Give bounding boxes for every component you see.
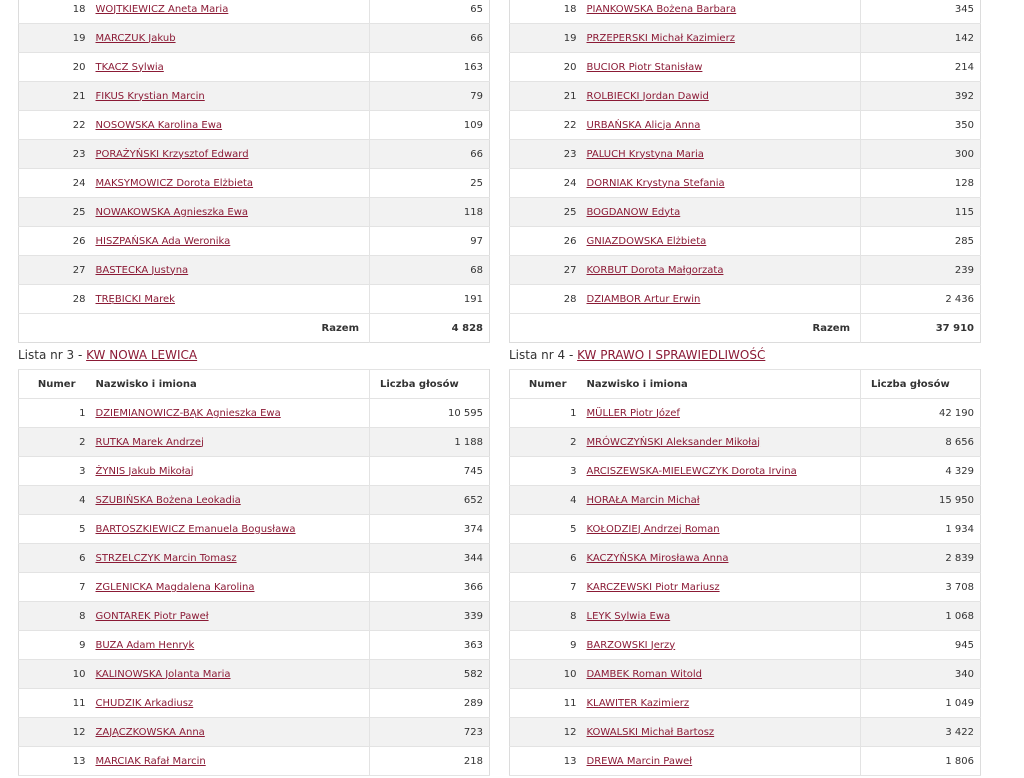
table-row [19,53,490,82]
header-number: Numer [19,370,94,399]
table-row [19,457,490,486]
candidate-name-cell [585,602,861,631]
candidate-name-link[interactable]: NOSOWSKA Karolina Ewa [95,119,223,131]
candidate-votes: 65 [370,0,490,24]
candidate-name-cell [94,486,370,515]
candidate-name-cell [94,82,370,111]
list-number-label: Lista nr 4 - [509,348,578,362]
candidate-number: 20 [510,53,585,82]
candidate-name-link[interactable]: KALINOWSKA Jolanta Maria [95,668,231,680]
header-name: Nazwisko i imiona [94,370,370,399]
candidate-name-cell [585,631,861,660]
candidate-votes: 285 [861,227,981,256]
candidates-table [509,0,981,343]
candidate-votes: 340 [861,660,981,689]
table-row [19,573,490,602]
table-row [19,140,490,169]
candidate-votes: 66 [370,140,490,169]
candidates-table [18,0,490,343]
candidate-name-cell [94,399,370,428]
candidate-votes: 339 [370,602,490,631]
candidate-name-link[interactable]: DZIEMIANOWICZ-BĄK Agnieszka Ewa [95,407,281,419]
candidate-votes: 15 950 [861,486,981,515]
candidate-name-cell [585,140,861,169]
candidate-name-link[interactable]: MARCIAK Rafał Marcin [95,755,206,767]
table-row [510,602,981,631]
candidate-name-link[interactable]: BARZOWSKI Jerzy [586,639,676,651]
candidate-votes: 10 595 [370,399,490,428]
candidate-number: 21 [510,82,585,111]
candidate-name-link[interactable]: STRZELCZYK Marcin Tomasz [95,552,237,564]
list-table-top-right [509,0,981,343]
total-label: Razem [94,314,370,343]
candidate-name-link[interactable]: PRZEPERSKI Michał Kazimierz [586,32,735,44]
candidate-number: 2 [510,428,585,457]
candidate-name-link[interactable]: MAKSYMOWICZ Dorota Elżbieta [95,177,254,189]
table-row [510,544,981,573]
candidate-votes: 374 [370,515,490,544]
candidate-votes: 366 [370,573,490,602]
table-row [19,486,490,515]
candidate-number: 28 [510,285,585,314]
candidate-votes: 68 [370,256,490,285]
table-row [19,544,490,573]
candidate-number: 4 [510,486,585,515]
candidate-name-cell [94,198,370,227]
table-row [510,198,981,227]
candidates-table [18,369,490,776]
candidate-number: 22 [510,111,585,140]
list-3-table [18,369,490,776]
candidate-name-cell [585,457,861,486]
candidate-name-link[interactable]: KLAWITER Kazimierz [586,697,690,709]
candidate-votes: 582 [370,660,490,689]
list-3-title [18,348,197,362]
candidate-number: 5 [510,515,585,544]
candidate-votes: 745 [370,457,490,486]
candidate-votes: 163 [370,53,490,82]
candidate-votes: 191 [370,285,490,314]
candidate-name-cell [94,515,370,544]
table-row [19,82,490,111]
candidate-number: 27 [19,256,94,285]
candidate-votes: 363 [370,631,490,660]
candidate-number: 3 [19,457,94,486]
candidate-name-link[interactable]: BOGDANOW Edyta [586,206,681,218]
table-row [510,486,981,515]
candidate-name-cell [585,515,861,544]
candidate-number: 26 [19,227,94,256]
table-row [19,285,490,314]
table-row [510,169,981,198]
candidate-name-cell [94,660,370,689]
table-row [510,660,981,689]
candidate-name-link[interactable]: DAMBEK Roman Witold [586,668,703,680]
candidate-name-link[interactable]: GNIAZDOWSKA Elżbieta [586,235,707,247]
table-row [510,428,981,457]
candidate-name-link[interactable]: CHUDZIK Arkadiusz [95,697,194,709]
candidate-votes: 128 [861,169,981,198]
candidate-name-cell [585,544,861,573]
candidate-number: 8 [19,602,94,631]
table-row [510,399,981,428]
candidate-votes: 97 [370,227,490,256]
total-votes: 4 828 [370,314,490,343]
table-row [510,515,981,544]
candidate-votes: 79 [370,82,490,111]
candidate-votes: 109 [370,111,490,140]
table-row [510,24,981,53]
table-row [19,24,490,53]
candidate-number: 6 [19,544,94,573]
candidate-number: 10 [510,660,585,689]
candidate-number: 2 [19,428,94,457]
candidate-name-link[interactable]: FIKUS Krystian Marcin [95,90,205,102]
table-row [19,602,490,631]
candidate-number: 24 [19,169,94,198]
candidate-name-cell [585,285,861,314]
candidate-name-cell [585,573,861,602]
candidate-number: 11 [510,689,585,718]
candidate-number: 26 [510,227,585,256]
candidate-votes: 118 [370,198,490,227]
candidate-number: 12 [510,718,585,747]
candidate-name-cell [94,111,370,140]
candidate-votes: 3 708 [861,573,981,602]
candidate-number: 1 [510,399,585,428]
total-row [510,314,981,343]
total-votes: 37 910 [861,314,981,343]
candidate-name-link[interactable]: KOŁODZIEJ Andrzej Roman [586,523,720,535]
candidate-name-cell [94,53,370,82]
candidate-votes: 8 656 [861,428,981,457]
candidate-name-cell [585,169,861,198]
candidate-name-link[interactable]: PIANKOWSKA Bożena Barbara [586,3,737,15]
table-row [19,515,490,544]
candidate-name-link[interactable]: MRÓWCZYŃSKI Aleksander Mikołaj [586,436,761,448]
candidate-number: 1 [19,399,94,428]
candidate-votes: 345 [861,0,981,24]
list-number-label: Lista nr 3 - [18,348,87,362]
candidate-name-link[interactable]: DZIAMBOR Artur Erwin [586,293,701,305]
candidate-number: 7 [510,573,585,602]
candidate-name-link[interactable]: MÜLLER Piotr Józef [586,407,680,419]
candidate-number: 5 [19,515,94,544]
candidate-votes: 2 839 [861,544,981,573]
candidate-votes: 1 188 [370,428,490,457]
candidate-name-cell [585,256,861,285]
candidate-name-cell [94,140,370,169]
candidate-number: 13 [510,747,585,776]
candidate-name-cell [585,111,861,140]
candidate-name-cell [94,631,370,660]
committee-link-nowa-lewica[interactable]: KW NOWA LEWICA [86,348,198,362]
table-row [19,227,490,256]
candidate-number: 3 [510,457,585,486]
table-row [510,689,981,718]
candidate-number: 23 [510,140,585,169]
table-row [19,256,490,285]
candidate-name-link[interactable]: GONTAREK Piotr Paweł [95,610,209,622]
table-row [510,82,981,111]
candidate-name-cell [94,457,370,486]
candidate-name-cell [585,399,861,428]
candidate-name-link[interactable]: RUTKA Marek Andrzej [95,436,204,448]
table-row [510,256,981,285]
candidate-name-link[interactable]: MARCZUK Jakub [95,32,176,44]
candidate-name-cell [585,428,861,457]
candidate-votes: 1 806 [861,747,981,776]
candidate-number: 11 [19,689,94,718]
total-row [19,314,490,343]
candidate-name-cell [585,660,861,689]
candidate-name-cell [94,256,370,285]
candidate-number: 8 [510,602,585,631]
candidate-name-link[interactable]: BUCIOR Piotr Stanisław [586,61,703,73]
table-row [510,457,981,486]
candidate-name-link[interactable]: KACZYŃSKA Mirosława Anna [586,552,729,564]
candidate-name-cell [94,718,370,747]
candidate-votes: 300 [861,140,981,169]
candidate-number: 19 [19,24,94,53]
table-header [19,370,490,399]
candidate-name-link[interactable]: KORBUT Dorota Małgorzata [586,264,724,276]
candidate-name-link[interactable]: PORAŻYŃSKI Krzysztof Edward [95,148,249,160]
candidate-number: 9 [19,631,94,660]
candidate-name-cell [94,428,370,457]
candidate-votes: 239 [861,256,981,285]
candidate-number: 22 [19,111,94,140]
table-row [510,0,981,24]
candidate-name-link[interactable]: ARCISZEWSKA-MIELEWCZYK Dorota Irvina [586,465,797,477]
candidate-votes: 1 934 [861,515,981,544]
table-row [510,140,981,169]
table-header [510,370,981,399]
list-4-title [509,348,765,362]
candidate-number: 13 [19,747,94,776]
candidate-name-link[interactable]: ROLBIECKI Jordan Dawid [586,90,709,102]
candidate-name-cell [94,602,370,631]
table-row [19,169,490,198]
table-row [510,111,981,140]
table-row [510,285,981,314]
candidate-name-cell [585,689,861,718]
candidate-name-cell [94,0,370,24]
table-row [19,111,490,140]
candidate-votes: 723 [370,718,490,747]
table-row [510,53,981,82]
total-label: Razem [585,314,861,343]
header-votes: Liczba głosów [370,370,490,399]
candidate-number: 27 [510,256,585,285]
candidate-number: 18 [19,0,94,24]
candidate-name-link[interactable]: SZUBIŃSKA Bożena Leokadia [95,494,241,506]
table-row [19,399,490,428]
candidate-name-cell [94,747,370,776]
candidate-name-link[interactable]: BARTOSZKIEWICZ Emanuela Bogusława [95,523,296,535]
candidate-name-cell [94,285,370,314]
candidate-number: 23 [19,140,94,169]
candidate-number: 19 [510,24,585,53]
candidate-number: 9 [510,631,585,660]
candidate-name-cell [585,747,861,776]
table-row [19,631,490,660]
table-row [19,689,490,718]
candidate-votes: 1 068 [861,602,981,631]
candidate-name-link[interactable]: TRĘBICKI Marek [95,293,175,305]
candidate-name-link[interactable]: HORAŁA Marcin Michał [586,494,700,506]
header-name: Nazwisko i imiona [585,370,861,399]
candidate-votes: 344 [370,544,490,573]
candidate-votes: 142 [861,24,981,53]
candidate-votes: 42 190 [861,399,981,428]
candidate-name-link[interactable]: WOJTKIEWICZ Aneta Maria [95,3,229,15]
candidate-votes: 218 [370,747,490,776]
table-row [510,747,981,776]
candidate-votes: 945 [861,631,981,660]
candidate-name-link[interactable]: DORNIAK Krystyna Stefania [586,177,725,189]
candidate-name-cell [94,689,370,718]
candidate-name-cell [585,0,861,24]
candidate-name-cell [585,718,861,747]
list-table-top-left [18,0,490,343]
candidate-number: 12 [19,718,94,747]
table-row [19,428,490,457]
candidate-votes: 115 [861,198,981,227]
candidate-name-link[interactable]: LEYK Sylwia Ewa [586,610,671,622]
candidate-votes: 289 [370,689,490,718]
candidate-name-cell [585,53,861,82]
candidate-number: 18 [510,0,585,24]
candidate-votes: 25 [370,169,490,198]
candidate-number: 21 [19,82,94,111]
candidate-votes: 3 422 [861,718,981,747]
candidate-number: 7 [19,573,94,602]
candidate-votes: 2 436 [861,285,981,314]
candidate-name-cell [585,24,861,53]
candidate-number: 28 [19,285,94,314]
table-row [19,198,490,227]
candidate-number: 25 [510,198,585,227]
candidate-name-cell [94,169,370,198]
candidate-name-cell [585,486,861,515]
table-row [510,631,981,660]
candidates-table [509,369,981,776]
candidate-name-link[interactable]: ZGLENICKA Magdalena Karolina [95,581,255,593]
candidate-number: 20 [19,53,94,82]
candidate-number: 6 [510,544,585,573]
header-number: Numer [510,370,585,399]
header-votes: Liczba głosów [861,370,981,399]
candidate-name-link[interactable]: PALUCH Krystyna Maria [586,148,704,160]
candidate-name-link[interactable]: URBAŃSKA Alicja Anna [586,119,701,131]
candidate-number: 4 [19,486,94,515]
table-row [19,660,490,689]
candidate-name-cell [94,24,370,53]
candidate-votes: 350 [861,111,981,140]
candidate-number: 25 [19,198,94,227]
table-row [510,573,981,602]
table-row [19,747,490,776]
table-row [19,718,490,747]
candidate-name-link[interactable]: BUZA Adam Henryk [95,639,195,651]
candidate-votes: 1 049 [861,689,981,718]
candidate-votes: 4 329 [861,457,981,486]
candidate-name-link[interactable]: BASTECKA Justyna [95,264,189,276]
candidate-name-link[interactable]: TKACZ Sylwia [95,61,164,73]
candidate-number: 10 [19,660,94,689]
candidate-name-cell [585,82,861,111]
candidate-name-cell [94,573,370,602]
candidate-votes: 66 [370,24,490,53]
candidate-name-link[interactable]: NOWAKOWSKA Agnieszka Ewa [95,206,249,218]
candidate-number: 24 [510,169,585,198]
candidate-name-link[interactable]: KOWALSKI Michał Bartosz [586,726,715,738]
list-4-table [509,369,981,776]
candidate-name-cell [585,198,861,227]
candidate-name-link[interactable]: ŻYNIS Jakub Mikołaj [95,465,194,477]
candidate-name-link[interactable]: DREWA Marcin Paweł [586,755,693,767]
candidate-name-cell [585,227,861,256]
candidate-name-link[interactable]: HISZPAŃSKA Ada Weronika [95,235,231,247]
candidate-name-cell [94,544,370,573]
candidate-name-link[interactable]: KARCZEWSKI Piotr Mariusz [586,581,720,593]
table-row [19,0,490,24]
table-row [510,227,981,256]
candidate-votes: 652 [370,486,490,515]
table-row [510,718,981,747]
candidate-name-link[interactable]: ZAJĄCZKOWSKA Anna [95,726,205,738]
candidate-name-cell [94,227,370,256]
committee-link-pis[interactable]: KW PRAWO I SPRAWIEDLIWOŚĆ [577,348,766,362]
candidate-votes: 392 [861,82,981,111]
candidate-votes: 214 [861,53,981,82]
